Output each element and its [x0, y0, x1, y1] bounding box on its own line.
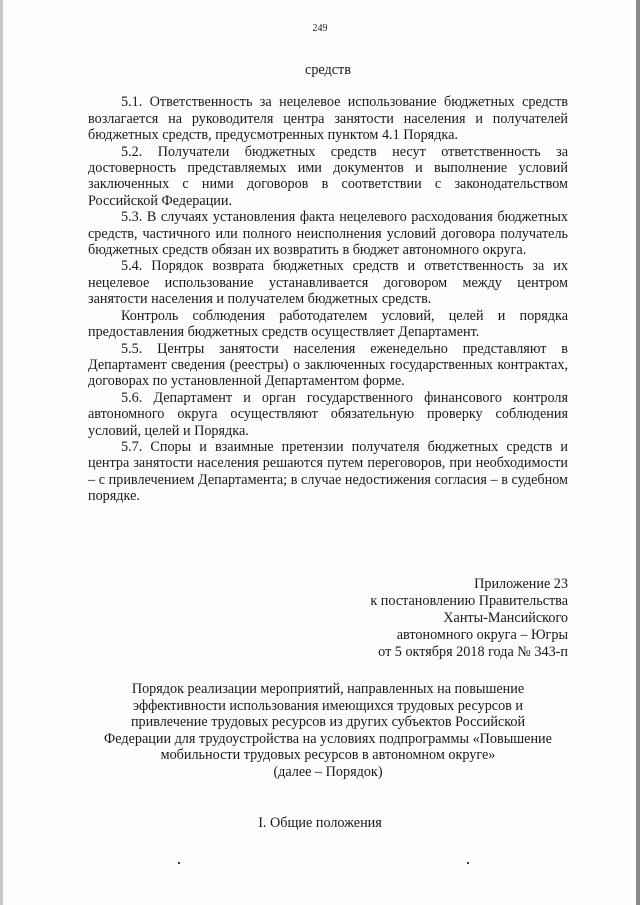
paragraph-control: Контроль соблюдения работодателем условий, целей и порядка предоставления бюджетных средств осуществляет Департамент.	[88, 307, 568, 341]
paragraph-5-4: 5.4. Порядок возврата бюджетных средств и ответственность за их нецелевое использование устанавливается договором между центром занятости населения и получателем бюджетных средств.	[88, 258, 568, 308]
appendix-line: от 5 октября 2018 года № 343-п	[378, 644, 568, 660]
appendix-line: Ханты-Мансийского	[443, 610, 568, 626]
appendix-line: к постановлению Правительства	[370, 593, 568, 609]
title-line: Порядок реализации мероприятий, направленных на повышение	[131, 681, 525, 697]
paragraph-5-6: 5.6. Департамент и орган государственного финансового контроля автономного округа осуществляют обязательную проверку соблюдения условий, целей и Порядка.	[88, 389, 568, 439]
appendix-line: Приложение 23	[474, 576, 568, 592]
section-title: I. Общие положения	[258, 815, 382, 831]
paragraph-5-7: 5.7. Споры и взаимные претензии получателя бюджетных средств и центра занятости населения решаются путем переговоров, при необходимости – с привлечением Департамента; в случае недостижения согласия – в судебном порядке.	[88, 438, 568, 505]
appendix-block	[300, 576, 568, 661]
paragraph-5-3: 5.3. В случаях установления факта нецелевого расходования бюджетных средств, частичного или полного неисполнения условий договора получатель бюджетных средств обязан их возвратить в бюджет автономного округа.	[88, 209, 568, 259]
scan-speck	[178, 862, 180, 864]
heading-tail: средств	[305, 62, 351, 78]
title-line: Федерации для трудоустройства на условиях подпрограммы «Повышение	[104, 730, 552, 747]
title-line: привлечение трудовых ресурсов из других субъектов Российской	[130, 714, 526, 731]
page-left-edge	[0, 0, 3, 905]
main-text	[88, 62, 568, 505]
title-line: эффективности использования имеющихся трудовых ресурсов и	[132, 697, 524, 714]
appendix-line: автономного округа – Югры	[396, 627, 568, 643]
page-number: 249	[312, 23, 328, 34]
paragraph-5-2: 5.2. Получатели бюджетных средств несут ответственность за достоверность представляемых ими документов и выполнение условий заключенных с ними договоров в соответствии с законодательством Российской Федерации.	[88, 143, 568, 209]
paragraph-5-5: 5.5. Центры занятости населения еженедельно представляют в Департамент сведения (реестры) о заключенных государственных контрактах, договорах по установленной Департаментом форме.	[88, 340, 568, 390]
document-title	[88, 681, 568, 781]
paragraph-5-1: 5.1. Ответственность за нецелевое использование бюджетных средств возлагается на руководителя центра занятости населения и получателей бюджетных средств, предусмотренных пунктом 4.1 Порядка.	[88, 94, 568, 144]
title-line: (далее – Порядок)	[273, 763, 383, 780]
title-line: мобильности трудовых ресурсов в автономном округе»	[160, 747, 496, 764]
page-right-edge	[636, 0, 640, 905]
scan-speck	[467, 862, 469, 864]
